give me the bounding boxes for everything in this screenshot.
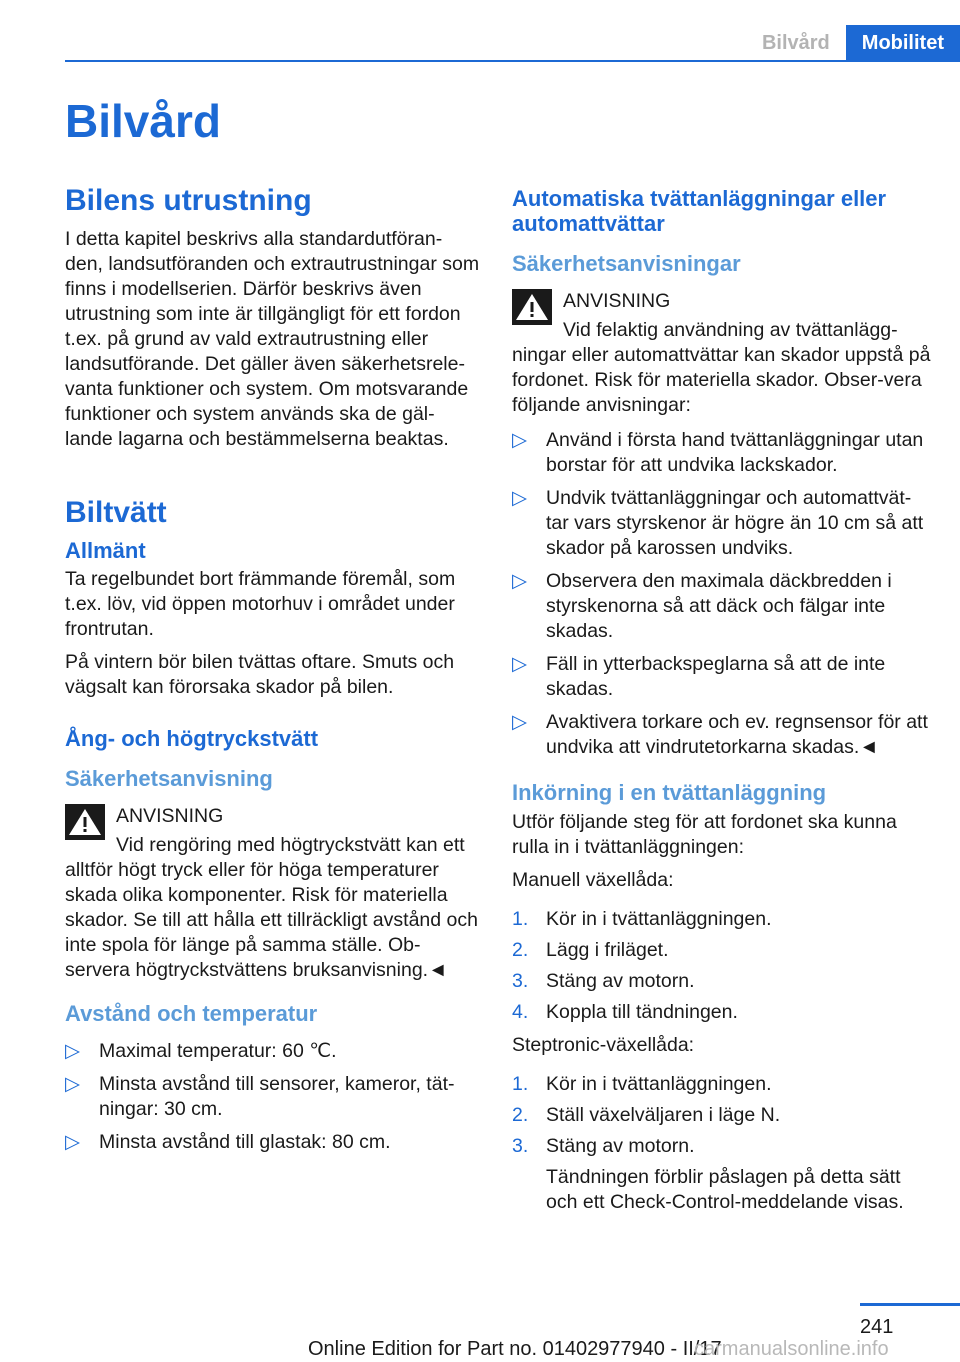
warning-text bbox=[65, 833, 480, 983]
warning-heading: ANVISNING bbox=[563, 289, 671, 312]
heading-steam: Ång- och högtryckstvätt bbox=[65, 726, 319, 752]
paragraph-general-2: På vintern bör bilen tvättas oftare. Smuts och vägsalt kan förorsaka skador på bilen. bbox=[65, 651, 455, 699]
warning-heading: ANVISNING bbox=[116, 804, 224, 827]
warning-text-rest: alltför högt tryck eller för höga temperaturer skada olika komponenter. Risk för materiella skador. Se till att hålla ett tillräckligt avstånd och inte spola för länge på samma ställe. Ob-servera högtryckstvättens bruksanvisning.◄ bbox=[65, 858, 478, 981]
warning-text-first: Vid rengöring med högtryckstvätt kan ett bbox=[116, 833, 465, 856]
header-divider bbox=[65, 60, 960, 62]
heading-wash: Biltvätt bbox=[65, 495, 167, 529]
warning-icon bbox=[512, 289, 552, 325]
warning-text-rest: ningar eller automattvättar kan skador uppstå på fordonet. Risk för materiella skador. Obser-vera följande anvisningar: bbox=[512, 343, 931, 416]
paragraph-entry: Utför följande steg för att fordonet ska kunna rulla in i tvättanläggningen: bbox=[512, 810, 897, 858]
list-item: ▷ Fäll in ytterbackspeglarna så att de inte skadas. bbox=[512, 652, 886, 700]
heading-safety-plural: Säkerhetsanvisningar bbox=[512, 250, 741, 276]
page-title: Bilvård bbox=[65, 95, 221, 147]
distance-list bbox=[65, 1039, 480, 1155]
heading-entry: Inkörning i en tvättanläggning bbox=[512, 779, 827, 805]
heading-auto-wash: Automatiska tvättanläggningar eller automattvättar bbox=[512, 186, 887, 237]
warning-block bbox=[65, 804, 480, 983]
triangle-bullet-icon: ▷ bbox=[512, 569, 527, 592]
list-item: 4. Koppla till tändningen. bbox=[512, 1000, 738, 1023]
manual-steps bbox=[512, 907, 932, 1025]
list-item: 3. Stäng av motorn. Tändningen förblir påslagen på detta sätt och ett Check-Control-meddelande visas. bbox=[512, 1134, 932, 1215]
list-item: ▷ Använd i första hand tvättanläggningar utan borstar för att undvika lackskador. bbox=[512, 428, 924, 476]
page-number: 241 bbox=[860, 1316, 894, 1338]
warning-list bbox=[512, 428, 932, 760]
list-item: 1. Kör in i tvättanläggningen. bbox=[512, 1072, 772, 1095]
list-item: ▷ Avaktivera torkare och ev. regnsensor för att undvika att vindrutetorkarna skadas.◄ bbox=[512, 710, 928, 758]
tab-bilvard[interactable]: Bilvård bbox=[746, 25, 846, 61]
label-manual: Manuell växellåda: bbox=[512, 868, 674, 891]
footer-divider bbox=[860, 1303, 960, 1306]
triangle-bullet-icon: ▷ bbox=[512, 652, 527, 675]
triangle-bullet-icon: ▷ bbox=[512, 428, 527, 451]
steptronic-steps bbox=[512, 1072, 932, 1215]
triangle-bullet-icon: ▷ bbox=[65, 1072, 80, 1095]
step-note: Tändningen förblir påslagen på detta sätt och ett Check-Control-meddelande visas. bbox=[546, 1165, 904, 1213]
list-item: 2. Ställ växelväljaren i läge N. bbox=[512, 1103, 781, 1126]
warning-text bbox=[512, 318, 932, 418]
triangle-bullet-icon: ▷ bbox=[512, 486, 527, 509]
list-item: ▷ Minsta avstånd till sensorer, kameror, tät-ningar: 30 cm. bbox=[65, 1072, 455, 1120]
footer-watermark: carmanualsonline.info bbox=[694, 1338, 889, 1360]
warning-text-first: Vid felaktig användning av tvättanlägg- bbox=[563, 318, 898, 341]
paragraph-equipment: I detta kapitel beskrivs alla standardutföran-den, landsutföranden och extrautrustningar som finns i modellserien. Därför beskrivs även utrustning som inte är tillgängligt för ett fordon t.ex. på grund av vald extrautrustning eller landsutförande. Det gäller även säkerhetsrele-vanta funktioner och system. Om motsvarande funktioner och system används ska de gäl-lande lagarna och bestämmelserna beaktas. bbox=[65, 227, 480, 450]
list-item: ▷ Minsta avstånd till glastak: 80 cm. bbox=[65, 1130, 391, 1153]
heading-distance: Avstånd och temperatur bbox=[65, 1000, 318, 1026]
heading-safety: Säkerhetsanvisning bbox=[65, 765, 273, 791]
paragraph-general-1: Ta regelbundet bort främmande föremål, som t.ex. löv, vid öppen motorhuv i området under frontrutan. bbox=[65, 568, 456, 641]
triangle-bullet-icon: ▷ bbox=[65, 1039, 80, 1062]
warning-icon bbox=[65, 804, 105, 840]
list-item: ▷ Undvik tvättanläggningar och automattvät-tar vars styrskenor är högre än 10 cm så att skador på karossen undviks. bbox=[512, 486, 924, 559]
triangle-bullet-icon: ▷ bbox=[512, 710, 527, 733]
tab-mobilitet[interactable]: Mobilitet bbox=[846, 25, 960, 61]
right-column bbox=[512, 186, 932, 1223]
list-item: ▷ Maximal temperatur: 60 ℃. bbox=[65, 1039, 337, 1062]
header-tabs bbox=[746, 25, 960, 61]
label-steptronic: Steptronic-växellåda: bbox=[512, 1033, 695, 1056]
list-item: 2. Lägg i friläget. bbox=[512, 938, 669, 961]
warning-block bbox=[512, 289, 932, 418]
triangle-bullet-icon: ▷ bbox=[65, 1130, 80, 1153]
list-item: ▷ Observera den maximala däckbredden i styrskenorna så att däck och fälgar inte skadas. bbox=[512, 569, 892, 642]
heading-general: Allmänt bbox=[65, 538, 146, 563]
list-item: 3. Stäng av motorn. bbox=[512, 969, 695, 992]
heading-equipment: Bilens utrustning bbox=[65, 184, 312, 217]
left-column bbox=[65, 184, 480, 1163]
footer-edition: Online Edition for Part no. 01402977940 - II/17 bbox=[308, 1338, 722, 1360]
list-item: 1. Kör in i tvättanläggningen. bbox=[512, 907, 772, 930]
